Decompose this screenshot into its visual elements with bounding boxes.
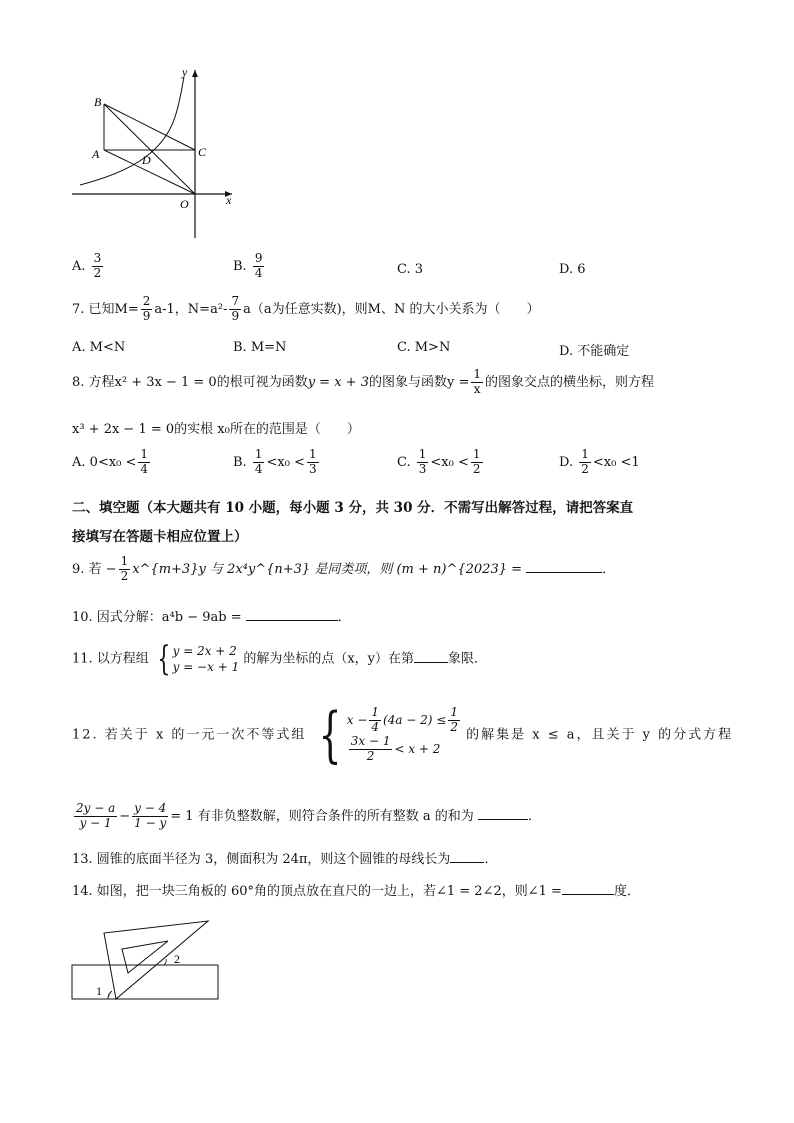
q8-line1: 8. 方程x² + 3x − 1 = 0的根可视为函数y = x + 3的图象与函数y = $\frac{1}{x}$ 的图象交点的横坐标，则方程 xyxy=(72,367,654,396)
q6-option-c: C. 3 xyxy=(397,262,424,277)
q7-option-b: B. M=N xyxy=(233,340,287,355)
q8-line2: x³ + 2x − 1 = 0的实根 x₀所在的范围是（ ） xyxy=(72,422,360,437)
label-B: B xyxy=(94,95,102,109)
q7-option-c: C. M>N xyxy=(397,340,451,355)
q8-option-a: A. 0<x₀ < $\frac{1}{4}$ xyxy=(72,447,149,476)
q12-answer-blank[interactable] xyxy=(478,819,528,820)
q7-option-d: D. 不能确定 xyxy=(559,344,630,359)
label-y: y xyxy=(182,65,188,79)
q10-question: 10. 因式分解：a⁴b − 9ab = ． xyxy=(72,610,351,625)
q6-option-d: D. 6 xyxy=(559,262,586,277)
q9-answer-blank[interactable] xyxy=(526,572,602,573)
q7-question: 7. 已知M= $\frac{2}{9}$ a-1，N=a²- $\frac{7}{9}$ a（a为任意实数)，则M、N 的大小关系为（ ） xyxy=(72,294,540,323)
q13-question: 13. 圆锥的底面半径为 3，侧面积为 24π，则这个圆锥的母线长为 ． xyxy=(72,852,498,867)
q14-answer-blank[interactable] xyxy=(562,894,614,895)
angle-1-label: 1 xyxy=(96,984,102,998)
ruler-triangle-figure xyxy=(68,915,228,1005)
q8-option-c: C. $\frac{1}{3}$ <x₀ < $\frac{1}{2}$ xyxy=(397,447,481,476)
q12-line1: 12. 若关于 x 的一元一次不等式组 { x − $\frac{1}{4}$ (4a − 2) ≤ $\frac{1}{2}$ $\frac{3x - 1}{2}$ < x + 2 的解集是 x ≤ a，且关于 y 的分式方程 xyxy=(72,700,734,770)
angle-2-label: 2 xyxy=(174,952,180,966)
q6-option-b: B. $\frac{9}{4}$ xyxy=(233,251,263,280)
label-O: O xyxy=(180,197,189,211)
q10-answer-blank[interactable] xyxy=(246,620,338,621)
label-x: x xyxy=(226,193,232,207)
q13-answer-blank[interactable] xyxy=(450,862,484,863)
label-C: C xyxy=(198,145,207,159)
label-A: A xyxy=(92,147,100,161)
label-D: D xyxy=(142,153,151,167)
q6-option-a: A. $\frac{3}{2}$ xyxy=(72,251,102,280)
coordinate-figure xyxy=(62,62,242,242)
q14-question: 14. 如图，把一块三角板的 60°角的顶点放在直尺的一边上，若∠1 = 2∠2，则∠1 = 度． xyxy=(72,884,640,899)
q8-option-d: D. $\frac{1}{2}$ <x₀ <1 xyxy=(559,447,640,476)
q8-option-b: B. $\frac{1}{4}$ <x₀ < $\frac{1}{3}$ xyxy=(233,447,317,476)
q7-option-a: A. M<N xyxy=(72,340,126,355)
q12-line2: $\frac{2y - a}{y - 1}$ − $\frac{y - 4}{1 - y}$ = 1 有非负整数解，则符合条件的所有整数 a 的和为 ． xyxy=(76,801,541,830)
q11-question: 11. 以方程组 { y = 2x + 2 y = −x + 1 的解为坐标的点（x，y）在第 象限． xyxy=(72,639,488,679)
section2-heading-line1: 二、填空题（本大题共有 10 小题，每小题 3 分，共 30 分．不需写出解答过程，请把答案直 xyxy=(72,500,634,516)
section2-heading-line2: 接填写在答题卡相应位置上） xyxy=(72,529,248,545)
q9-question: 9. 若 − $\frac{1}{2}$ x^{m+3}y 与 2x⁴y^{n+3} 是同类项，则 (m + n)^{2023} = ． xyxy=(72,554,616,583)
q11-answer-blank[interactable] xyxy=(414,662,448,663)
